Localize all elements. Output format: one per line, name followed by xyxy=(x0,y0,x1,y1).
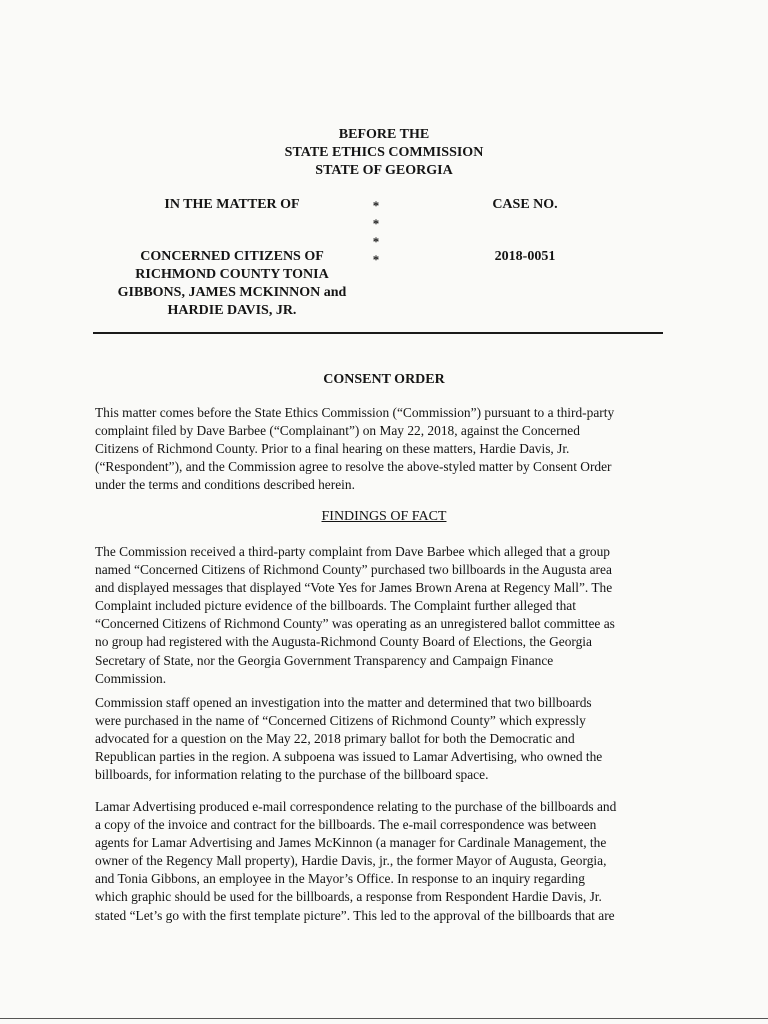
text-line: advocated for a question on the May 22, 2018 primary ballot for both the Democratic and xyxy=(95,731,575,747)
text-line: named “Concerned Citizens of Richmond County” purchased two billboards in the Augusta area xyxy=(95,562,612,578)
page-bottom-edge xyxy=(0,1018,768,1019)
heading-line-before: BEFORE THE xyxy=(338,127,430,142)
findings-paragraph-2 xyxy=(95,694,675,784)
star-1: * xyxy=(372,198,380,213)
respondent-line: GIBBONS, JAMES MCKINNON and xyxy=(117,285,347,300)
text-line: were purchased in the name of “Concerned Citizens of Richmond County” which expressly xyxy=(95,713,586,729)
text-line: Commission staff opened an investigation into the matter and determined that two billboards xyxy=(95,695,592,710)
text-line: Complaint included picture evidence of the billboards. The Complaint further alleged that xyxy=(95,598,576,614)
star-3: * xyxy=(372,234,380,249)
star-2: * xyxy=(372,216,380,231)
text-line: “Concerned Citizens of Richmond County” was operating as an unregistered ballot committee as xyxy=(95,616,615,632)
consent-order-title: CONSENT ORDER xyxy=(323,372,445,387)
text-line: no group had registered with the Augusta-Richmond County Board of Elections, the Georgia xyxy=(95,634,592,650)
case-number: 2018-0051 xyxy=(494,249,556,264)
matter-label: IN THE MATTER OF xyxy=(164,197,300,212)
text-line: Republican parties in the region. A subpoena was issued to Lamar Advertising, who owned the xyxy=(95,749,603,765)
heading-line-state: STATE OF GEORGIA xyxy=(315,163,453,178)
text-line: Citizens of Richmond County. Prior to a final hearing on these matters, Hardie Davis, Jr. xyxy=(95,441,570,457)
case-label: CASE NO. xyxy=(492,197,558,212)
text-line: and Tonia Gibbons, an employee in the Mayor’s Office. In response to an inquiry regarding xyxy=(95,871,585,887)
findings-paragraph-1 xyxy=(95,543,675,688)
respondent-line: HARDIE DAVIS, JR. xyxy=(167,303,297,318)
caption-divider xyxy=(93,332,663,334)
text-line: complaint filed by Dave Barbee (“Complainant”) on May 22, 2018, against the Concerned xyxy=(95,423,580,439)
text-line: billboards, for information relating to the purchase of the billboard space. xyxy=(95,767,489,783)
consent-order-paragraph xyxy=(95,404,675,494)
text-line: which graphic should be used for the billboards, a response from Respondent Hardie Davis, Jr. xyxy=(95,889,602,905)
text-line: owner of the Regency Mall property), Hardie Davis, jr., the former Mayor of Augusta, Georgia, xyxy=(95,853,607,869)
text-line: The Commission received a third-party complaint from Dave Barbee which alleged that a group xyxy=(95,544,610,559)
text-line: This matter comes before the State Ethics Commission (“Commission”) pursuant to a third-party xyxy=(95,405,615,420)
findings-title: FINDINGS OF FACT xyxy=(321,509,447,524)
text-line: a copy of the invoice and contract for the billboards. The e-mail correspondence was between xyxy=(95,817,597,833)
text-line: agents for Lamar Advertising and James McKinnon (a manager for Cardinale Management, the xyxy=(95,835,607,851)
star-4: * xyxy=(372,252,380,267)
document-heading xyxy=(0,126,768,180)
text-line: under the terms and conditions described herein. xyxy=(95,477,355,493)
text-line: Lamar Advertising produced e-mail correspondence relating to the purchase of the billboards and xyxy=(95,799,617,814)
text-line: Secretary of State, nor the Georgia Government Transparency and Campaign Finance xyxy=(95,652,554,668)
respondent-line: RICHMOND COUNTY TONIA xyxy=(135,267,329,282)
heading-line-commission: STATE ETHICS COMMISSION xyxy=(284,145,484,160)
text-line: (“Respondent”), and the Commission agree to resolve the above-styled matter by Consent Order xyxy=(95,459,612,475)
respondents-block xyxy=(92,248,372,320)
text-line: Commission. xyxy=(95,670,167,686)
respondent-line: CONCERNED CITIZENS OF xyxy=(140,249,324,264)
text-line: stated “Let’s go with the first template picture”. This led to the approval of the billboards that are xyxy=(95,907,615,923)
findings-paragraph-3 xyxy=(95,798,675,925)
text-line: and displayed messages that displayed “Vote Yes for James Brown Arena at Regency Mall”. The xyxy=(95,580,613,596)
